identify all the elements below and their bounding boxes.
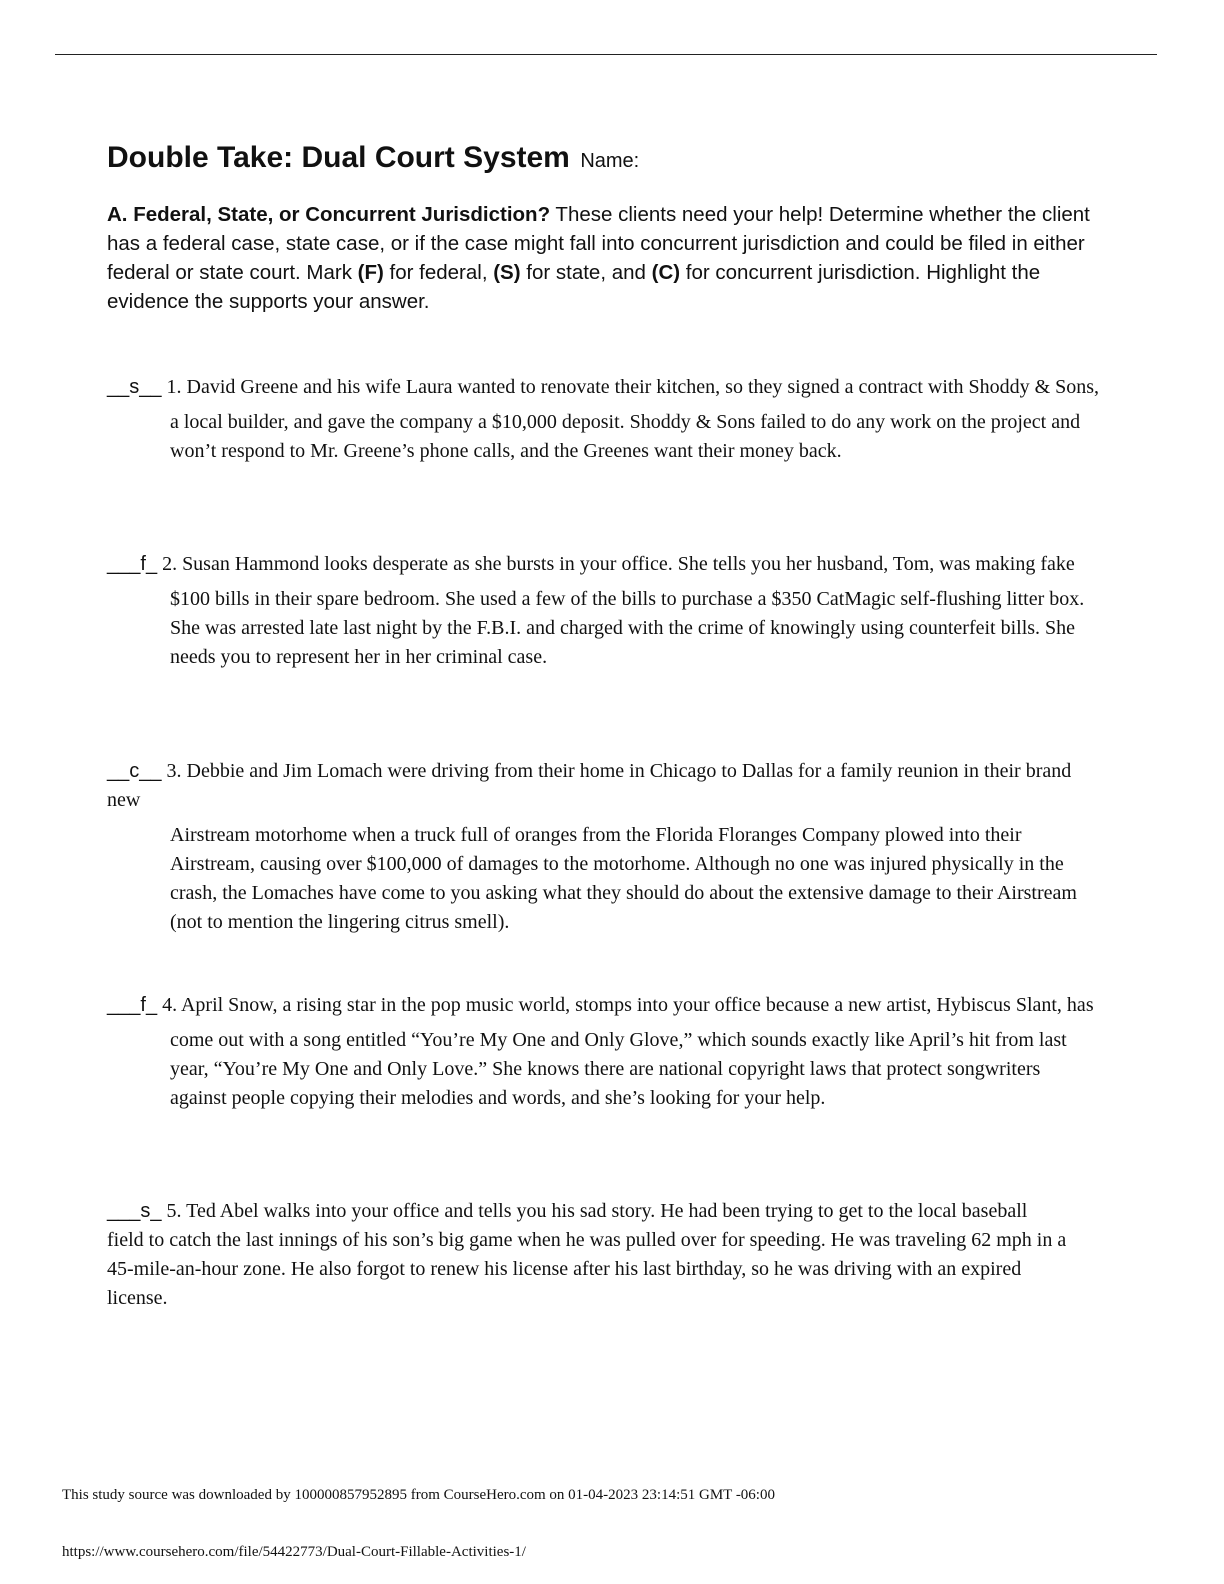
blank-underscore: __ [139,760,162,782]
question-body: $100 bills in their spare bedroom. She used a few of the bills to purchase a $350 CatMagic self-flushing litter box. She was arrested late last night by the F.B.I. and charged with the crime of knowingly using counterfeit bills. She needs you to represent her in her criminal case. [170,588,1085,668]
blank-underscore: __ [107,376,130,398]
mark-federal: (F) [357,261,384,284]
question-lead-text: 3. Debbie and Jim Lomach were driving from their home in Chicago to Dallas for a family reunion in their brand new [107,760,1072,811]
blank-underscore: __ [139,376,162,398]
mark-state: (S) [493,261,521,284]
instructions-text-2: for federal, [383,261,494,284]
mark-concurrent: (C) [651,261,681,284]
top-rule [55,54,1157,55]
answer-blank-5[interactable] [107,1200,162,1222]
instructions-text-4: for concurrent jurisdiction. Highlight the evidence the supports your answer. [107,261,1041,313]
question-body: come out with a song entitled “You’re My One and Only Glove,” which sounds exactly like April’s hit from last year, “You’re My One and Only Love.” She knows there are national copyright laws that protect songwriters against people copying their melodies and words, and she’s looking for your help. [170,1029,1067,1109]
question-lead [107,757,1107,815]
name-label: Name: [580,150,640,172]
section-heading: A. Federal, State, or Concurrent Jurisdiction? [107,203,551,226]
answer-value: s [140,1200,151,1222]
question-lead [107,991,1107,1020]
question-body: a local builder, and gave the company a $10,000 deposit. Shoddy & Sons failed to do any work on the project and won’t respond to Mr. Greene’s phone calls, and the Greenes want their money back. [170,411,1081,462]
answer-value: s [129,376,140,398]
instructions [107,200,1097,316]
question-3 [107,757,1107,937]
blank-underscore: ___ [107,994,141,1016]
blank-underscore: _ [145,553,158,575]
question-4 [107,991,1107,1113]
answer-blank-2[interactable] [107,553,157,575]
blank-underscore: ___ [107,1200,141,1222]
question-lead [107,373,1107,402]
instructions-text-1: These clients need your help! Determine whether the client has a federal case, state case, or if the case might fall into concurrent jurisdiction and could be filed in either federal or state court. Mark [107,203,1090,284]
question-5 [107,1197,1067,1313]
question-lead-text: 2. Susan Hammond looks desperate as she bursts in your office. She tells you her husband, Tom, was making fake [157,553,1075,575]
question-lead [107,1197,1067,1313]
instructions-text-3: for state, and [520,261,652,284]
blank-underscore: _ [145,994,158,1016]
worksheet-title: Double Take: Dual Court System [107,141,570,174]
question-2 [107,550,1107,672]
question-1 [107,373,1107,466]
blank-underscore: __ [107,760,130,782]
question-lead-text: 5. Ted Abel walks into your office and tells you his sad story. He had been trying to get to the local baseball field to catch the last innings of his son’s big game when he was pulled over for speeding. He was traveling 62 mph in a 45-mile-an-hour zone. He also forgot to renew his license after his last birthday, so he was driving with an expired license. [107,1200,1067,1309]
footer-source-note: This study source was downloaded by 100000857952895 from CourseHero.com on 01-04-2023 23:14:51 GMT -06:00 [62,1487,775,1503]
blank-underscore: ___ [107,553,141,575]
blank-underscore: _ [150,1200,162,1222]
page-title [107,141,639,175]
answer-value: c [129,760,140,782]
answer-blank-1[interactable] [107,376,162,398]
question-lead-text: 1. David Greene and his wife Laura wanted to renovate their kitchen, so they signed a contract with Shoddy & Sons, [161,376,1100,398]
answer-value: f [140,553,146,575]
answer-blank-3[interactable] [107,760,162,782]
answer-value: f [140,994,146,1016]
question-lead-text: 4. April Snow, a rising star in the pop music world, stomps into your office because a new artist, Hybiscus Slant, has [157,994,1094,1016]
footer-url[interactable]: https://www.coursehero.com/file/54422773/Dual-Court-Fillable-Activities-1/ [62,1544,526,1560]
question-body: Airstream motorhome when a truck full of oranges from the Florida Floranges Company plowed into their Airstream, causing over $100,000 of damages to the motorhome. Although no one was injured physically in the crash, the Lomaches have come to you asking what they should do about the extensive damage to their Airstream (not to mention the lingering citrus smell). [170,824,1077,933]
question-lead [107,550,1107,579]
answer-blank-4[interactable] [107,994,157,1016]
